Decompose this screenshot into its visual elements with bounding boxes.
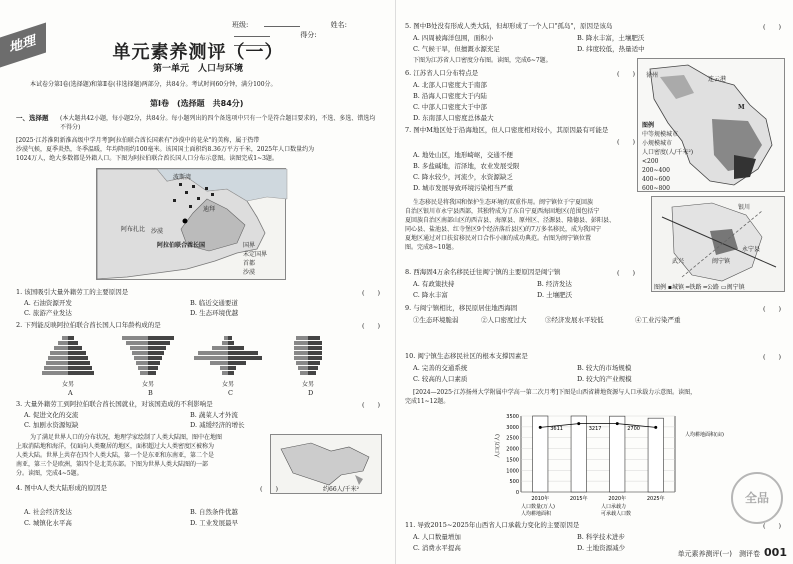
name-field[interactable] [234, 36, 270, 37]
pyramid-bar [44, 366, 68, 370]
q4-stem: 4. 图中A人类大陆形成的原因是 [16, 484, 107, 492]
bar-population [610, 416, 625, 492]
pyramid-bar [220, 366, 228, 370]
q9-item-1: ①生态环境脆弱 [413, 316, 459, 324]
pyramid-bar [308, 361, 320, 365]
map3-legend [642, 121, 693, 193]
y-axis-label-right: 人均耕地面积(亩) [685, 432, 724, 438]
y-tick-label: 1500 [506, 457, 519, 464]
map-label-sea: 波斯湾 [173, 174, 192, 181]
q6-stem: 6. 江苏省人口分布特点是 [405, 69, 479, 77]
pyramid-label: 女男 [222, 381, 235, 388]
pyramid-bar [68, 341, 78, 345]
map4-label-yinchuan: 银川 [738, 204, 751, 211]
q7-stem: 7. 图中M地区处于沿海地区，但人口密度相对较小，其原因最有可能是 [405, 126, 609, 134]
q8-option-d[interactable]: D. 土壤肥沃 [537, 291, 573, 299]
pyramid-bar [48, 356, 68, 360]
q1-option-c[interactable]: C. 旅游产业发达 [24, 309, 72, 317]
jiangsu-map [637, 58, 785, 192]
legend-entry: 人均耕地面积 [521, 511, 552, 517]
pyramid-bar [50, 351, 68, 355]
pyramid-bar [198, 351, 228, 355]
pyramid-bar [228, 371, 234, 375]
passage3-line: 自治区银川市永宁县西部，其独特成为了东自宁夏西海固地区(范围包括宁 [405, 208, 600, 215]
pyramid-bar [308, 356, 322, 360]
pyramid-bar [148, 341, 170, 345]
passage3-line: 图。完成8~10题。 [405, 244, 458, 251]
q2-answer[interactable]: ( ) [362, 322, 381, 330]
pyramid-bar [134, 356, 148, 360]
class-label: 班级: [232, 21, 249, 29]
q10-option-a[interactable]: A. 完善的交通系统 [413, 364, 468, 372]
pyramid-option-b[interactable]: B [148, 389, 153, 397]
y-tick-label: 2500 [506, 435, 519, 442]
legend-item: 小规模城市 [642, 140, 673, 147]
q7-option-c[interactable]: C. 降水较少，河流少，水资源缺乏 [413, 173, 513, 181]
pyramid-bar [148, 366, 158, 370]
uae-map [96, 168, 286, 280]
human-continent-map [270, 434, 382, 494]
q3-answer[interactable]: ( ) [362, 401, 381, 409]
legend-item: 中等规模城市 [642, 131, 679, 138]
q3-option-b[interactable]: B. 蔬菜人才外流 [190, 411, 238, 419]
pyramid-bar [228, 356, 262, 360]
pyramid-bar [136, 361, 148, 365]
section-heading: 第Ⅰ卷 (选择题 共84分) [150, 99, 244, 108]
q5-option-a[interactable]: A. 四周被海洋包围，面积小 [413, 34, 494, 42]
q11-option-a[interactable]: A. 人口数量增加 [413, 533, 461, 541]
pyramid-bar [224, 336, 228, 340]
q1-option-a[interactable]: A. 石油资源开发 [24, 299, 72, 307]
q5-stem: 5. 图中B处没有形成人类大陆，但却形成了一个人口"孤岛"，原因是该岛 [405, 22, 613, 30]
legend-entry: 人口数量(万人) [521, 504, 555, 510]
q5-option-b[interactable]: B. 降水丰富，土壤肥沃 [577, 34, 645, 42]
map-city-lianyungang: 连云港 [708, 76, 727, 83]
pyramid-bar [148, 371, 156, 375]
pyramid-bar [228, 341, 234, 345]
passage2-line: 人类大陆。世界上共存在四个人类大陆，第一个是东亚和东南亚，第二个是 [16, 452, 215, 459]
pyramid-bar [68, 366, 92, 370]
pyramid-bar [228, 336, 232, 340]
x-tick-label: 2015年 [569, 496, 588, 502]
data-label: 3217 [588, 426, 602, 432]
legend-entry: 可承载人口数 [601, 511, 632, 517]
subject-tab: 地理 [0, 23, 46, 68]
map4-label-yongning: 永宁县 [742, 246, 761, 253]
page-footer [678, 546, 787, 559]
q7-option-d[interactable]: D. 城市发展导致环境污染相当严重 [413, 184, 514, 192]
pyramid-bar [58, 341, 68, 345]
legend-item: 未定国界 [243, 251, 268, 258]
pyramid-bar [294, 356, 308, 360]
y-tick-label: 2000 [506, 446, 519, 453]
footer-label: 单元素养测评(一) 测评卷 [677, 550, 761, 558]
right-column [397, 0, 793, 564]
point-farmland [539, 426, 542, 429]
map-city-xuzhou: 徐州 [646, 72, 659, 79]
q7-option-b[interactable]: B. 多盐碱地，沼泽地，农业发展受限 [413, 162, 520, 170]
pyramid-bar [222, 371, 228, 375]
q5-option-d[interactable]: D. 纬度较低，热量适中 [577, 45, 645, 53]
q10-answer[interactable]: ( ) [763, 353, 782, 361]
data-label: 2700 [627, 426, 640, 432]
q4-option-c[interactable]: C. 城镇化水平高 [24, 519, 72, 527]
y-axis-label-left: 人口(万人) [495, 434, 501, 458]
map-label-desert: 沙漠 [151, 228, 164, 235]
x-tick-label: 2020年 [608, 496, 627, 502]
q4-option-b[interactable]: B. 自然条件优越 [190, 508, 238, 516]
bar-population [571, 416, 586, 492]
q4-option-d[interactable]: D. 工业发展最早 [190, 519, 239, 527]
q1-answer[interactable]: ( ) [362, 289, 381, 297]
pyramid-bar [140, 371, 148, 375]
point-farmland [616, 422, 619, 425]
pyramid-bar [294, 346, 308, 350]
x-tick-label: 2025年 [646, 496, 665, 502]
q6-option-d[interactable]: D. 东南部人口密度总体最大 [413, 114, 494, 122]
pyramid-bar [42, 371, 68, 375]
pyramid-bar [62, 336, 68, 340]
y-tick-label: 1000 [506, 468, 519, 475]
pyramid-option-d[interactable]: D [308, 389, 314, 397]
pyramid-bar [148, 356, 162, 360]
pyramid-bar [68, 351, 86, 355]
part-label: 一、选择题 [16, 114, 49, 122]
pyramid-bar [294, 341, 308, 345]
q6-option-c[interactable]: C. 中部人口密度大于中部 [413, 103, 487, 111]
point-farmland [654, 426, 657, 429]
q8-stem: 8. 西海固4万余名移民迁往闽宁镇的主要原因是闽宁镇 [405, 268, 561, 276]
legend-item: 沙漠 [243, 269, 256, 276]
legend-title: 图例 [642, 122, 655, 129]
q4-answer[interactable]: ( ) [260, 485, 279, 493]
q9-stem: 9. 与闽宁镇相比，移民原居住地西海固 [405, 304, 518, 312]
pyramid-bar [294, 351, 308, 355]
q8-option-c[interactable]: C. 降水丰富 [413, 291, 448, 299]
legend-item: 400~600 [642, 176, 670, 183]
map4-label-wuxing: 武兴 [672, 258, 685, 265]
passage3-line: 生态移民是将我国和保护生态环境的双重作用。闽宁镇位于宁夏回族 [413, 199, 594, 206]
scope-note: 本试卷分第Ⅰ卷(选择题)和第Ⅱ卷(非选择题)两部分，共84分。考试时间60分钟，满分100分。 [30, 81, 277, 88]
passage2-line: 为了满足世界人口的分布状况，地理学家绘制了人类大陆图，图中在地图 [30, 434, 223, 441]
q11-option-c[interactable]: C. 消费水平提高 [413, 544, 461, 552]
unit-subtitle: 第一单元 人口与环境 [152, 64, 243, 74]
pyramid-label: 女男 [142, 381, 155, 388]
map-label-dubai: 迪拜 [203, 206, 216, 213]
q2-stem: 2. 下列能反映阿拉伯联合酋长国人口年龄构成的是 [16, 321, 161, 329]
q5-intro: 下图为江苏省人口密度分布图。读图，完成6~7题。 [413, 57, 552, 64]
map-label-m: M [738, 104, 745, 111]
q11-stem: 11. 导致2015~2025年山西省人口承载力变化的主要原因是 [405, 521, 580, 529]
q10-stem: 10. 闽宁镇生态移民社区的根本支撑因素是 [405, 352, 528, 360]
q1-option-d[interactable]: D. 生态环境优越 [190, 309, 239, 317]
q3-option-d[interactable]: D. 减缓经济的增长 [190, 421, 245, 429]
minning-map [651, 196, 785, 292]
data-label: 3611 [550, 426, 563, 432]
q3-stem: 3. 大量外籍劳工到阿拉伯联合酋长国就业，对该国造成的不利影响是 [16, 400, 213, 408]
q9-item-2: ②人口密度过大 [481, 316, 527, 324]
pyramid-label: 女男 [62, 381, 75, 388]
q8-option-a[interactable]: A. 有政策扶持 [413, 280, 455, 288]
q10-option-b[interactable]: B. 较大的市场规模 [577, 364, 632, 372]
pyramid-bar [210, 361, 228, 365]
legend-item: 人口密度(人/千米²) [642, 149, 694, 156]
pyramid-bar [130, 346, 148, 350]
part-desc: (本大题共42小题，每小题2分，共84分。每小题列出的四个备选项中只有一个是符合题目要求的，不选、多选、错选均不得分) [60, 115, 376, 131]
pyramid-bar [228, 346, 244, 350]
pyramid-option-c[interactable]: C [228, 389, 233, 397]
q5-answer[interactable]: ( ) [763, 23, 782, 31]
y-tick-label: 3500 [506, 414, 519, 420]
bar-population [648, 418, 663, 492]
passage2-line: 上取消陆地和海洋，仅面向人类聚居的地区，面积超过大人类密度区被称为 [16, 443, 215, 450]
passage1-line: [2025·江苏淮阴新淮高级中学月考]阿拉伯联合酋长国素有"沙漠中的花朵"的美称，属于热带 [16, 137, 260, 144]
legend-item: <200 [642, 158, 659, 165]
q6-option-b[interactable]: B. 沿海人口密度大于内陆 [413, 92, 487, 100]
q9-answer[interactable]: ( ) [763, 305, 782, 313]
passage4-line: 完成11~12题。 [405, 398, 450, 405]
pyramid-bar [296, 361, 308, 365]
page-number: 001 [764, 546, 787, 559]
map4-legend: 图例 ▪城镇 ━铁路 ━公路 ▭闽宁镇 [654, 284, 745, 291]
q7-option-a[interactable]: A. 地处山区，地形崎岖，交通不便 [413, 151, 513, 159]
pyramid-bar [300, 371, 308, 375]
pyramid-group [42, 336, 322, 375]
pyramid-bar [308, 371, 316, 375]
pyramid-bar [228, 361, 246, 365]
page-title: 单元素养测评（一） [112, 42, 284, 63]
legend-item: 国界 [243, 242, 256, 249]
population-chart [493, 408, 724, 517]
pyramid-bar [138, 366, 148, 370]
q8-option-b[interactable]: B. 经济发达 [537, 280, 572, 288]
q11-option-b[interactable]: B. 科学技术进步 [577, 533, 625, 541]
q1-option-b[interactable]: B. 临近交通要道 [190, 299, 238, 307]
map-label-country: 阿拉伯联合酋长国 [157, 242, 206, 249]
legend-item: 200~400 [642, 167, 670, 174]
map2-scale: 约66人/千米² [323, 486, 360, 493]
pyramid-bar [122, 336, 148, 340]
pyramid-bar [308, 346, 322, 350]
pyramid-bar [308, 351, 322, 355]
y-tick-label: 0 [515, 490, 519, 496]
passage1-line: 沙漠气候，夏季炎热，冬季温暖，年均降雨约100毫米。该国国土面积约8.36万平方千米，2025年人口数量约为 [16, 146, 315, 153]
map1-legend [243, 241, 267, 277]
passage1-line: 1024万人，绝大多数都是外籍人口。下图为阿拉伯联合酋长国人口分布示意图。读图完成1~3题。 [16, 155, 278, 162]
q3-option-a[interactable]: A. 促进文化的交流 [24, 411, 79, 419]
y-tick-label: 500 [509, 479, 519, 486]
point-farmland [577, 422, 580, 425]
pyramid-bar [308, 341, 322, 345]
q3-option-c[interactable]: C. 加剧水资源短缺 [24, 421, 79, 429]
pyramid-bar [68, 356, 88, 360]
map4-label-minning: 闽宁镇 [712, 258, 731, 265]
q6-answer[interactable]: ( ) [617, 70, 636, 78]
name-label: 姓名: [330, 21, 347, 29]
pyramid-bar [68, 336, 74, 340]
q10-option-d[interactable]: D. 较大的产业规模 [577, 375, 632, 383]
pyramid-bar [228, 351, 258, 355]
q7-answer[interactable]: ( ) [617, 138, 636, 146]
pyramid-bar [68, 346, 82, 350]
pyramid-bar [126, 341, 148, 345]
q11-option-d[interactable]: D. 土地资源减少 [577, 544, 626, 552]
passage2-line: 分。读图，完成4~5题。 [16, 470, 83, 477]
left-column [0, 0, 396, 564]
population-pyramids [40, 336, 360, 382]
score-label: 得分: [300, 31, 317, 39]
passage3-line: 夏地区通过对口扶贫移民对口合作小康的成功典范。右图为闽宁镇位置 [405, 235, 592, 242]
pyramid-bar [308, 366, 318, 370]
legend-item: 首都 [243, 260, 256, 267]
pyramid-bar [148, 361, 160, 365]
q4-option-a[interactable]: A. 社会经济发达 [24, 508, 72, 516]
pyramid-bar [148, 346, 166, 350]
pyramid-bar [212, 346, 228, 350]
x-tick-label: 2010年 [531, 496, 550, 502]
pyramid-bar [68, 371, 94, 375]
q8-answer[interactable]: ( ) [617, 269, 636, 277]
pyramid-bar [46, 361, 68, 365]
passage4-line: [2024—2025·江苏扬州大学附属中学高一第二次月考]下图是山西省耕地资源与人口承载力示意图。读图， [413, 389, 697, 396]
legend-entry: 人口承载力 [601, 504, 627, 510]
minning-drawing [652, 197, 786, 293]
pyramid-bar [68, 361, 90, 365]
q9-item-3: ③经济发展水平较低 [545, 316, 604, 324]
pyramid-bar [132, 351, 148, 355]
pyramid-option-a[interactable]: A [68, 389, 73, 397]
pyramid-bar [296, 336, 308, 340]
q1-stem: 1. 该国吸引大量外籍劳工的主要原因是 [16, 288, 129, 296]
pyramid-bar [54, 346, 68, 350]
pyramid-bar [148, 351, 164, 355]
pyramid-bar [222, 341, 228, 345]
pyramid-bar [148, 336, 174, 340]
q5-option-c[interactable]: C. 气候干旱，但擅溉水源充足 [413, 45, 500, 53]
pyramid-label: 女男 [302, 381, 315, 388]
class-field[interactable] [264, 26, 300, 27]
legend-item: 600~800 [642, 185, 670, 192]
passage3-line: 夏回族自治区南部山区的西吉县、海原县、原州区、泾源县、隆德县、彭阳县、 [405, 217, 616, 224]
pyramid-bar [298, 366, 308, 370]
watermark-stamp: 全品 [731, 472, 783, 524]
q11-answer[interactable]: ( ) [763, 522, 782, 530]
passage3-line: 同心县、盐池县、红寺堡区9个经济落后县区)的7万多名移民，成为我国宁 [405, 226, 601, 233]
pyramid-bar [194, 356, 228, 360]
y-tick-label: 3000 [506, 424, 519, 431]
q6-option-a[interactable]: A. 北部人口密度大于南部 [413, 81, 487, 89]
q9-item-4: ④工业污染严重 [635, 316, 681, 324]
map-label-capital: 阿布扎比 [121, 226, 146, 233]
q10-option-c[interactable]: C. 较高的人口素质 [413, 375, 468, 383]
pyramid-bar [228, 366, 236, 370]
passage2-line: 南亚，第三个是欧洲，第四个是北美东部。下图为世界人类大陆图的一部 [16, 461, 209, 468]
pyramid-bar [308, 336, 320, 340]
